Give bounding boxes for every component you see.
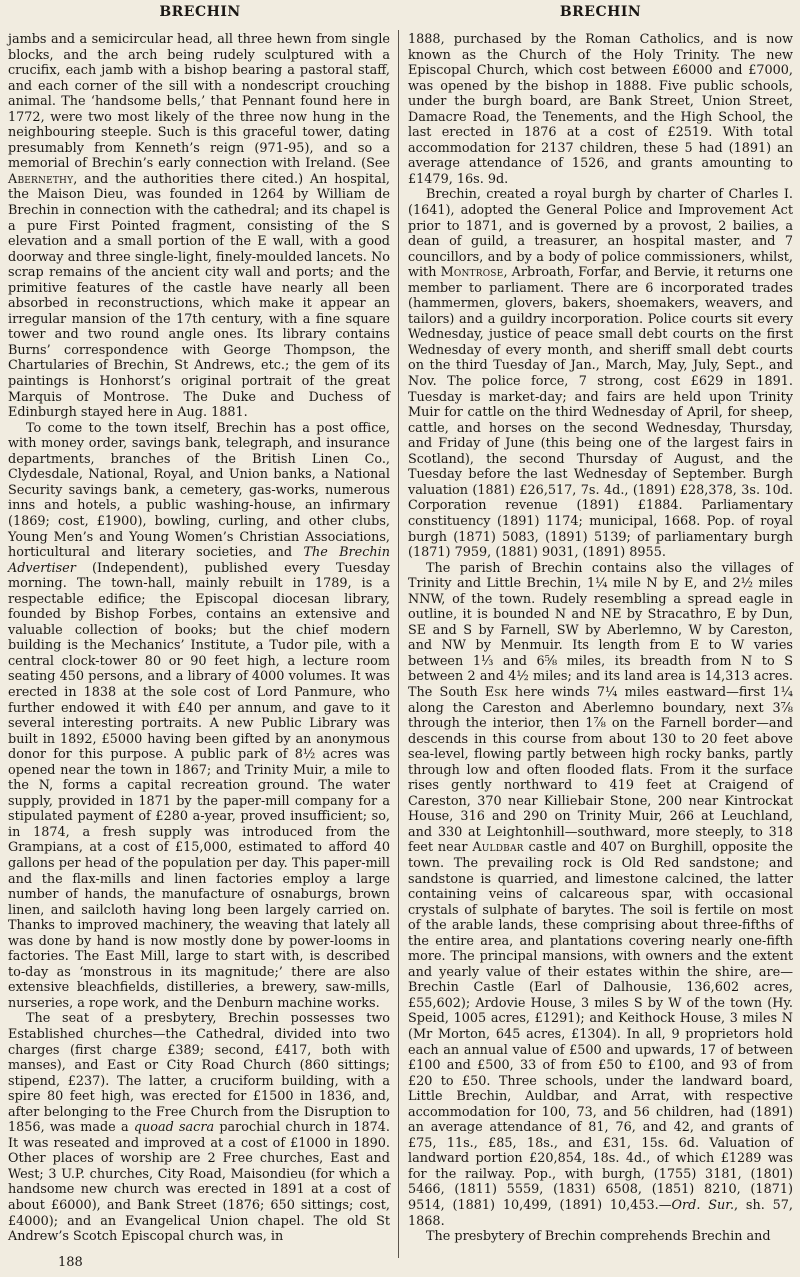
- left-column: [8, 32, 390, 1252]
- right-paragraph-1: 1888, purchased by the Roman Catholics, and is now known as the Church of the Holy Trinity. The new Episcopal Church, which cost between £6000 and £7000, was opened by the bishop in 1888. Five public schools, under the burgh board, are Bank Street, Union Street, Damacre Road, the Tenements, and the High School, the last erected in 1876 at a cost of £2519. With total accommodation for 2137 children, these 5 had (1891) an average attendance of 1526, and grants amounting to £1479, 16s. 9d.: [408, 32, 793, 187]
- left-paragraph-1: jambs and a semicircular head, all three hewn from single blocks, and the arch being rudely sculptured with a crucifix, each jamb with a bishop bearing a pastoral staff, and each corner of the sill with a nondescript crouching animal. The ‘handsome bells,’ that Pennant found here in 1772, were two most likely of the three now hung in the neighbouring steeple. Such is this graceful tower, dating presumably from Kenneth’s reign (971-95), and so a memorial of Brechin’s early connection with Ireland. (See Abernethy, and the authorities there cited.) An hospital, the Maison Dieu, was founded in 1264 by William de Brechin in connection with the cathedral; and its chapel is a pure First Pointed fragment, consisting of the S elevation and a small portion of the E wall, with a good doorway and three single-light, finely-moulded lancets. No scrap remains of the ancient city wall and ports; and the primitive features of the castle have nearly all been absorbed in reconstructions, which make it appear an irregular mansion of the 17th century, with a fine square tower and two round angle ones. Its library contains Burns’ correspondence with George Thompson, the Chartularies of Brechin, St Andrews, etc.; the gem of its paintings is Honhorst’s original portrait of the great Marquis of Montrose. The Duke and Duchess of Edinburgh stayed here in Aug. 1881.: [8, 32, 390, 421]
- column-divider: [398, 30, 399, 1258]
- left-running-head: BRECHIN: [159, 4, 241, 20]
- right-running-head: BRECHIN: [559, 4, 642, 20]
- right-paragraph-2: Brechin, created a royal burgh by charter of Charles I. (1641), adopted the General Police and Improvement Act prior to 1871, and is governed by a provost, 2 bailies, a dean of guild, a treasurer, an hospital master, and 7 councillors, and by a body of police commissioners, whilst, with Montrose, Arbroath, Forfar, and Bervie, it returns one member to parliament. There are 6 incorporated trades (hammermen, glovers, bakers, shoemakers, weavers, and tailors) and a guildry incorporation. Police courts sit every Wednesday, justice of peace small debt courts on the first Wednesday of every month, and sheriff small debt courts on the third Tuesday of Jan., March, May, July, Sept., and Nov. The police force, 7 strong, cost £629 in 1891. Tuesday is market-day; and fairs are held upon Trinity Muir for cattle on the third Wednesday of April, for sheep, cattle, and horses on the second Wednesday, Thursday, and Friday of June (this being one of the largest fairs in Scotland), the second Thursday of August, and the Tuesday before the last Wednesday of September. Burgh valuation (1881) £26,517, 7s. 4d., (1891) £28,378, 3s. 10d. Corporation revenue (1891) £1884. Parliamentary constituency (1891) 1174; municipal, 1668. Pop. of royal burgh (1871) 5083, (1891) 5139; of parliamentary burgh (1871) 7959, (1881) 9031, (1891) 8955.: [408, 187, 793, 561]
- left-paragraph-3: The seat of a presbytery, Brechin possesses two Established churches—the Cathedral, divided into two charges (first charge £389; second, £417, both with manses), and East or City Road Church (860 sittings; stipend, £237). The latter, a cruciform building, with a spire 80 feet high, was erected for £1500 in 1836, and, after belonging to the Free Church from the Disruption to 1856, was made a quoad sacra parochial church in 1874. It was reseated and improved at a cost of £1000 in 1890. Other places of worship are 2 Free churches, East and West; 3 U.P. churches, City Road, Maisondieu (for which a handsome new church was erected in 1891 at a cost of about £6000), and Bank Street (1876; 650 sittings; cost, £4000); and an Evangelical Union chapel. The old St Andrew’s Scotch Episcopal church was, in: [8, 1011, 390, 1245]
- page-number: 188: [58, 1255, 83, 1270]
- right-paragraph-3: The parish of Brechin contains also the villages of Trinity and Little Brechin, 1¼ mile N by E, and 2½ miles NNW, of the town. Rudely resembling a spread eagle in outline, it is bounded N and NE by Stracathro, E by Dun, SE and S by Farnell, SW by Aberlemno, W by Careston, and NW by Menmuir. Its length from E to W varies between 1⅓ and 6⅝ miles, its breadth from N to S between 2 and 4½ miles; and its land area is 14,313 acres. The South Esk here winds 7¼ miles eastward—first 1¼ along the Careston and Aberlemno boundary, next 3⅞ through the interior, then 1⅞ on the Farnell border—and descends in this course from about 130 to 20 feet above sea-level, flowing partly between high rocky banks, partly through low and often flooded flats. From it the surface rises gently northward to 419 feet at Craigend of Careston, 370 near Killiebair Stone, 200 near Kintrockat House, 316 and 290 on Trinity Muir, 266 at Leuchland, and 330 at Leightonhill—southward, more steeply, to 318 feet near Auldbar castle and 407 on Burghill, opposite the town. The prevailing rock is Old Red sandstone; and sandstone is quarried, and limestone calcined, the latter containing veins of calcareous spar, with occasional crystals of sulphate of barytes. The soil is fertile on most of the arable lands, these comprising about three-fifths of the entire area, and plantations covering nearly one-fifth more. The principal mansions, with owners and the extent and yearly value of their estates within the shire, are—Brechin Castle (Earl of Dalhousie, 136,602 acres, £55,602); Ardovie House, 3 miles S by W of the town (Hy. Speid, 1005 acres, £1291); and Keithock House, 3 miles N (Mr Morton, 645 acres, £1304). In all, 9 proprietors hold each an annual value of £500 and upwards, 17 of between £100 and £500, 33 of from £50 to £100, and 93 of from £20 to £50. Three schools, under the landward board, Little Brechin, Auldbar, and Arrat, with respective accommodation for 100, 73, and 56 children, had (1891) an average attendance of 81, 76, and 42, and grants of £75, 11s., £85, 18s., and £31, 15s. 6d. Valuation of landward portion £20,854, 18s. 4d., of which £1289 was for the railway. Pop., with burgh, (1755) 3181, (1801) 5466, (1811) 5559, (1831) 6508, (1851) 8210, (1871) 9514, (1881) 10,499, (1891) 10,453.—Ord. Sur., sh. 57, 1868.: [408, 560, 793, 1229]
- right-paragraph-4: The presbytery of Brechin comprehends Brechin and: [426, 1229, 771, 1245]
- left-paragraph-2: To come to the town itself, Brechin has a post office, with money order, savings bank, telegraph, and insurance departments, branches of the British Linen Co., Clydesdale, National, Royal, and Union banks, a National Security savings bank, a cemetery, gas-works, numerous inns and hotels, a public washing-house, an infirmary (1869; cost, £1900), bowling, curling, and other clubs, Young Men’s and Young Women’s Christian Associations, horticultural and literary societies, and The Brechin Advertiser (Independent), published every Tuesday morning. The town-hall, mainly rebuilt in 1789, is a respectable edifice; the Episcopal diocesan library, founded by Bishop Forbes, contains an extensive and valuable collection of books; but the chief modern building is the Mechanics’ Institute, a Tudor pile, with a central clock-tower 80 or 90 feet high, a lecture room seating 450 persons, and a library of 4000 volumes. It was erected in 1838 at the sole cost of Lord Panmure, who further endowed it with £40 per annum, and gave to it several interesting portraits. A new Public Library was built in 1892, £5000 having been gifted by an anonymous donor for this purpose. A public park of 8½ acres was opened near the town in 1867; and Trinity Muir, a mile to the N, forms a capital recreation ground. The water supply, provided in 1871 by the paper-mill company for a stipulated payment of £280 a-year, proved insufficient; so, in 1874, a fresh supply was introduced from the Grampians, at a cost of £15,000, estimated to afford 40 gallons per head of the population per day. This paper-mill and the flax-mills and linen factories employ a large number of hands, the manufacture of osnaburgs, brown linen, and sailcloth having long been largely carried on. Thanks to improved machinery, the weaving that lately all was done by hand is now mostly done by power-looms in factories. The East Mill, large to start with, is described to-day as ‘monstrous in its magnitude;’ there are also extensive bleachfields, distilleries, a brewery, saw-mills, nurseries, a rope work, and the Denburn machine works.: [8, 420, 390, 1011]
- right-column: [408, 32, 793, 1264]
